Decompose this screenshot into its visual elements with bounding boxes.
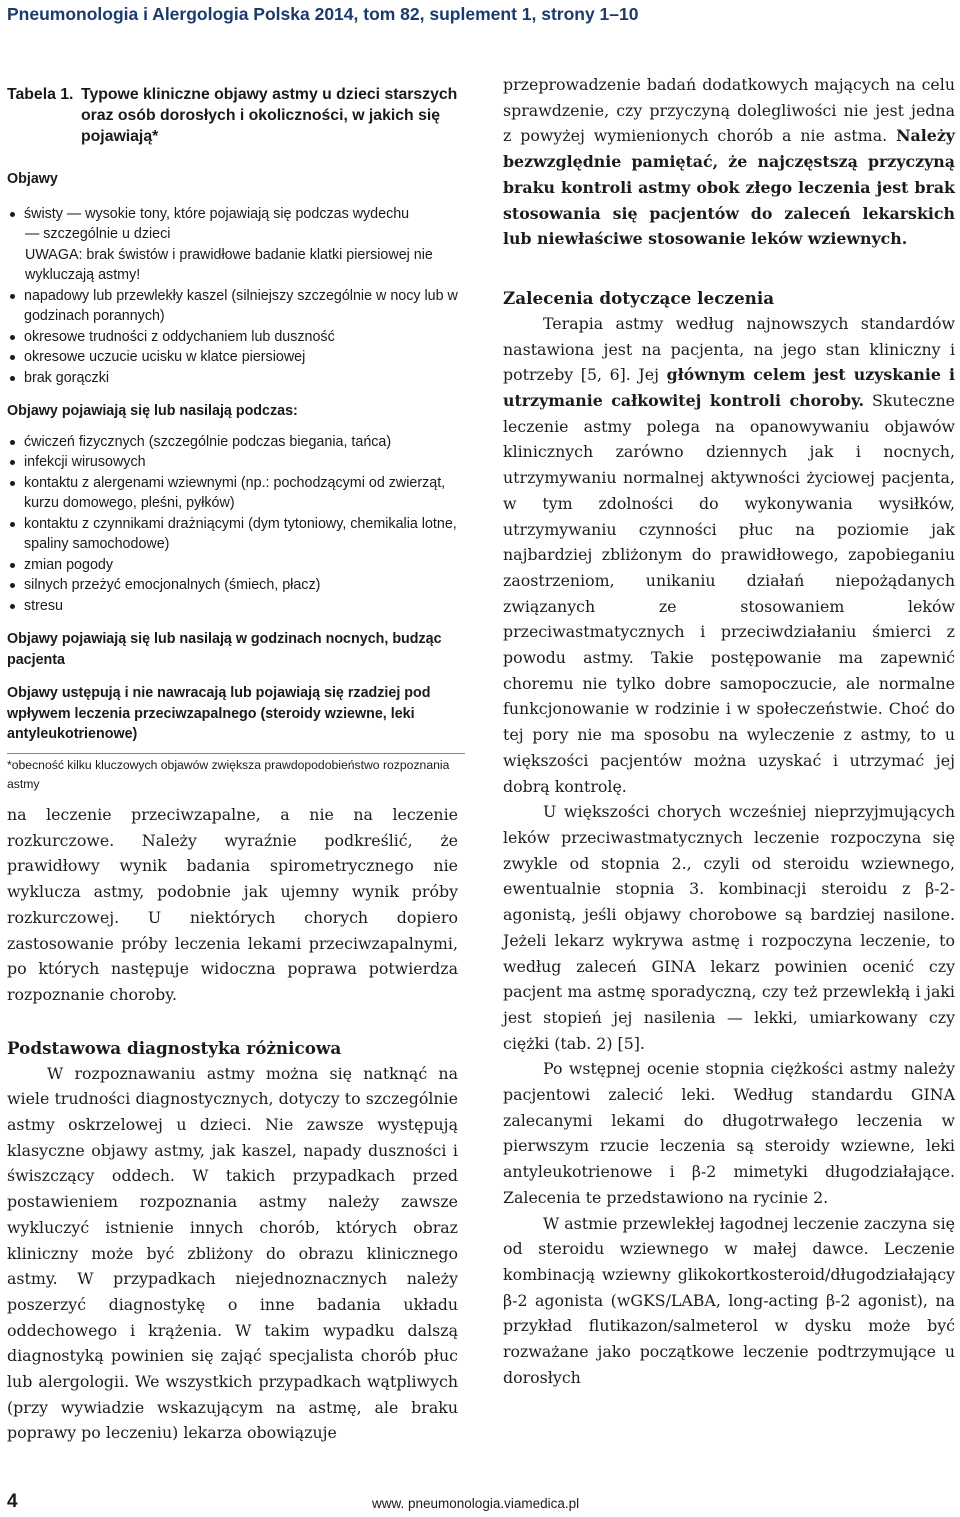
table-footnote: *obecność kilku kluczowych objawów zwiększa prawdopodobieństwo rozpoznania astmy — [7, 753, 465, 794]
list-item: ćwiczeń fizycznych (szczególnie podczas biegania, tańca) — [7, 432, 465, 453]
body-paragraph: W astmie przewlekłej łagodnej leczenie zaczyna się od steroidu wziewnego w małej dawce. Leczenie kombinacją wziewny glikokortkosteroid/długodziałający β-2 agonista (wGKS/LABA, long-acting β-2 agonist), na przykład flutikazon/salmeterol w dysku może być rozważane jako początkowe leczenie podtrzymujące u dorosłych — [503, 1213, 955, 1387]
footer-url[interactable]: www. pneumonologia.viamedica.pl — [372, 1496, 580, 1511]
body-paragraph: na leczenie przeciwzapalne, a nie na leczenie rozkurczowe. Należy wyraźnie podkreślić, że prawidłowy wynik badania spirometrycznego nie wyklucza astmy, podobnie jak ujemny wynik próby rozkurczowej. U niektórych chorych dopiero zastosowanie próby leczenia lekami przeciwzapalnymi, po których następuje widoczna poprawa potwierdza rozpoznanie choroby. — [7, 805, 458, 1004]
table-title-text: Typowe kliniczne objawy astmy u dzieci starszych oraz osób dorosłych i okoliczności, w jakich się pojawiają* — [81, 86, 458, 145]
section-heading-treatment: Zalecenia dotyczące leczenia — [503, 287, 775, 308]
body-paragraph: U większości chorych wcześniej nieprzyjmujących leków przeciwastmatycznych leczenie rozpoczyna się zwykle od stopnia 2., czyli od steroidu wziewnego, ewentualnie stopnia 3. kombinacji steroidu z β-2-agonistą, jeśli objawy chorobowe są bardziej nasilone. Jeżeli lekarz wykrywa astmę i rozpoczyna leczenie, to według zaleceń GINA lekarz powinien ocenić czy pacjent ma astmę sporadyczną, czy też przewlekłą i jaki jest stopień jej nasilenia — lekki, umiarkowany czy ciężki (tab. 2) [5]. — [503, 802, 955, 1053]
symptom-list-2 — [7, 286, 465, 389]
table-section-symptoms: Objawy — [7, 171, 58, 187]
paragraph-text: Skuteczne leczenie astmy polega na opanowywaniu objawów klinicznych zarówno dziennych jak i nocnych, utrzymywaniu normalnej aktywności życiowej pacjenta, w tym zdolności do wykonywania wysiłków, utrzymywaniu czynności płuc na poziomie jak najbardziej zbliżonym do prawidłowego, zapobieganiu zaostrzeniom, unikaniu działań niepożądanych związanych ze stosowaniem leków przeciwastmatycznych i przeciwdziałaniu śmierci z powodu astmy. Takie postępowanie ma zapewnić choremu nie tylko dobre samopoczucie, ale normalne funkcjonowanie w rodzinie i w społeczeństwie. Choć do tej pory nie ma sposobu na wyleczenie z astmy, to u większości pacjentów można uzyskać i utrzymać jej dobrą kontrolę. — [503, 391, 955, 796]
list-item: kontaktu z czynnikami drażniącymi (dym tytoniowy, chemikalia lotne, spaliny samochodowe) — [7, 514, 465, 555]
table-steroid-note: Objawy ustępują i nie nawracają lub pojawiają się rzadziej pod wpływem leczenia przeciwzapalnego (steroidy wziewne, leki antyleukotrienowe) — [7, 685, 431, 742]
list-item-continuation: — szczególnie u dzieci — [25, 226, 171, 242]
table-label: Tabela 1. — [7, 86, 74, 103]
body-paragraph — [503, 72, 955, 252]
list-item: zmian pogody — [7, 555, 465, 576]
list-item: napadowy lub przewlekły kaszel (silniejszy szczególnie w nocy lub w godzinach porannych) — [7, 286, 465, 327]
paragraph-emphasis: głównym celem jest uzyskanie i utrzymanie całkowitej kontroli choroby. — [503, 365, 956, 411]
table-section-triggers: Objawy pojawiają się lub nasilają podczas: — [7, 403, 298, 419]
symptom-list — [7, 204, 465, 225]
body-paragraph: W rozpoznawaniu astmy można się natknąć na wiele trudności diagnostycznych, dotyczy to szczególnie astmy oskrzelowej u dzieci. Nie zawsze występują klasyczne objawy astmy, jak kaszel, napady duszności i świszczący oddech. W takich przypadkach przed postawieniem rozpoznania astmy należy zawsze wykluczyć istnienie innych chorób, których obraz kliniczny może być zbliżony do obrazu klinicznego astmy. W przypadkach niejednoznacznych należy poszerzyć diagnostykę o inne badania układu oddechowego i krążenia. W takim wypadku dalszą diagnostyką powinien się zająć specjalista chorób płuc lub alergologii. We wszystkich przypadkach wątpliwych (przy wywiadzie wskazującym na astmę, ale braku poprawy po leczeniu) lekarza obowiązuje — [7, 1063, 458, 1443]
list-item: kontaktu z alergenami wziewnymi (np.: pochodzącymi od zwierząt, kurzu domowego, pleśni, pyłków) — [7, 473, 465, 514]
list-item: brak gorączki — [7, 368, 465, 389]
body-paragraph — [503, 311, 955, 799]
list-item: stresu — [7, 596, 465, 617]
table-night-note: Objawy pojawiają się lub nasilają w godzinach nocnych, budząc pacjenta — [7, 631, 442, 668]
paragraph-text: przeprowadzenie badań dodatkowych mających na celu sprawdzenie, czy przyczyną dolegliwości nie jest jedna z powyżej wymienionych chorób a nie astma. — [503, 75, 955, 146]
right-column — [503, 72, 955, 1390]
trigger-list — [7, 432, 465, 617]
list-item: okresowe trudności z oddychaniem lub duszność — [7, 327, 465, 348]
page-number: 4 — [7, 1491, 18, 1512]
table-1 — [7, 84, 465, 794]
list-item: silnych przeżyć emocjonalnych (śmiech, płacz) — [7, 575, 465, 596]
paragraph-text: Terapia astmy według najnowszych standardów nastawiona jest na pacjenta, na jego stan kliniczny i potrzeby [5, 6]. Jej — [503, 313, 955, 385]
paragraph-emphasis: Należy bezwzględnie pamiętać, że najczęstszą przyczyną braku kontroli astmy obok złego leczenia jest brak stosowania się pacjentów do zaleceń lekarskich lub niewłaściwe stosowanie leków wziewnych. — [503, 126, 955, 249]
body-paragraph: Po wstępnej ocenie stopnia ciężkości astmy należy pacjentowi zalecić leki. Według standardu GINA zalecanymi lekami do długotrwałego leczenia w pierwszym rzucie leczenia są steroidy wziewne, leki antyleukotrienowe i β-2 mimetyki długodziałające. Zalecenia te przedstawiono na rycinie 2. — [503, 1059, 955, 1207]
left-column — [7, 802, 458, 1446]
table-title — [7, 84, 465, 147]
list-item: okresowe uczucie ucisku w klatce piersiowej — [7, 347, 465, 368]
list-item: świsty — wysokie tony, które pojawiają się podczas wydechu — [7, 204, 465, 225]
list-item: infekcji wirusowych — [7, 452, 465, 473]
section-heading-differential: Podstawowa diagnostyka różnicowa — [7, 1037, 342, 1058]
warning-note: UWAGA: brak świstów i prawidłowe badanie klatki piersiowej nie wykluczają astmy! — [25, 246, 433, 283]
running-head: Pneumonologia i Alergologia Polska 2014, tom 82, suplement 1, strony 1–10 — [7, 4, 639, 24]
